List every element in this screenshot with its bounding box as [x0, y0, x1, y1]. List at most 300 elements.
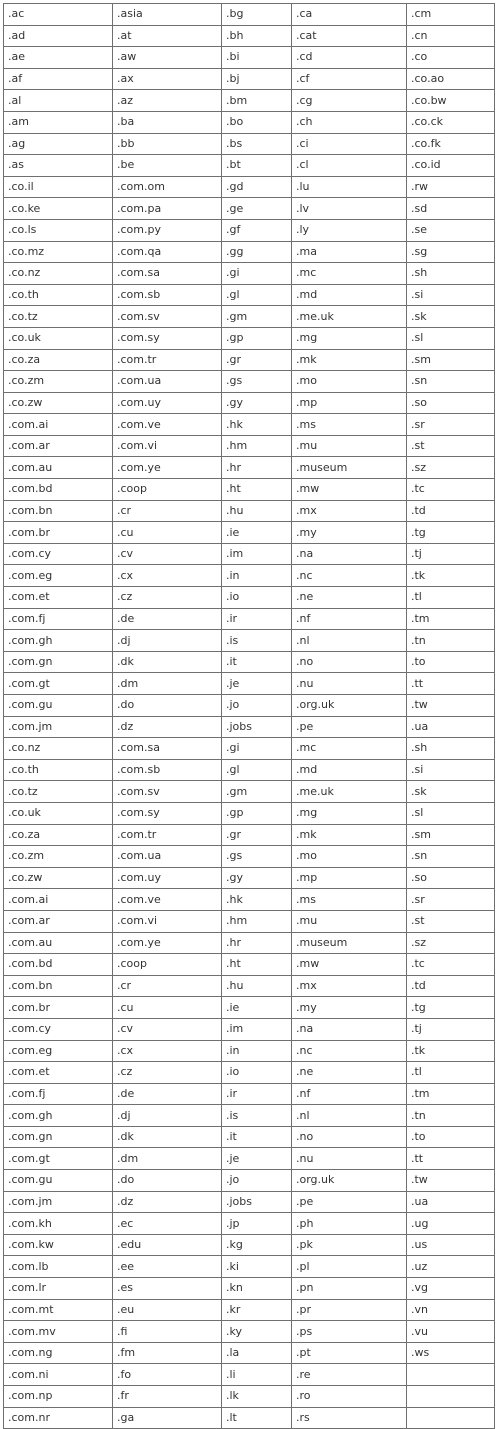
domain-extension-cell: .io: [222, 587, 292, 609]
domain-extension-cell: .com.sv: [113, 781, 222, 803]
table-row: [4, 997, 495, 1019]
domain-extension-cell: .co.ck: [407, 111, 495, 133]
domain-extension-cell: .gr: [222, 824, 292, 846]
domain-extension-cell: .tk: [407, 565, 495, 587]
domain-extension-cell: .nf: [292, 1083, 407, 1105]
domain-extension-cell: .com.gn: [4, 1126, 113, 1148]
table-row: [4, 1386, 495, 1408]
domain-extension-cell: .jo: [222, 1170, 292, 1192]
domain-extension-cell: .hm: [222, 435, 292, 457]
domain-extension-cell: .do: [113, 1170, 222, 1192]
domain-extension-cell: .je: [222, 1148, 292, 1170]
domain-extension-cell: .se: [407, 219, 495, 241]
domain-extension-cell: .com.om: [113, 176, 222, 198]
domain-extension-cell: .com.mv: [4, 1321, 113, 1343]
domain-extension-cell: .sd: [407, 198, 495, 220]
domain-extension-cell: .gi: [222, 263, 292, 285]
domain-extension-cell: .com.lr: [4, 1278, 113, 1300]
domain-extension-cell: .sz: [407, 457, 495, 479]
domain-extension-cell: .si: [407, 284, 495, 306]
domain-extension-cell: .com.br: [4, 997, 113, 1019]
domain-extension-cell: .ir: [222, 608, 292, 630]
domain-extension-cell: .com.bn: [4, 500, 113, 522]
domain-extension-cell: .tc: [407, 479, 495, 501]
domain-extension-cell: .mp: [292, 392, 407, 414]
table-row: [4, 651, 495, 673]
domain-extension-cell: .nu: [292, 673, 407, 695]
domain-extension-cell: .bs: [222, 133, 292, 155]
domain-extension-cell: .co.zw: [4, 392, 113, 414]
domain-extension-cell: .com.kw: [4, 1234, 113, 1256]
table-row: [4, 867, 495, 889]
domain-extension-cell: .bm: [222, 90, 292, 112]
domain-extension-cell: .ge: [222, 198, 292, 220]
domain-extension-cell: .tg: [407, 522, 495, 544]
domain-extension-cell: .bo: [222, 111, 292, 133]
domain-extension-cell: .pn: [292, 1278, 407, 1300]
domain-extension-cell: .im: [222, 543, 292, 565]
domain-extension-cell: .hr: [222, 932, 292, 954]
domain-extension-cell: .hk: [222, 414, 292, 436]
table-row: [4, 759, 495, 781]
domain-extension-cell: .com.eg: [4, 565, 113, 587]
table-row: [4, 1191, 495, 1213]
domain-extension-cell: .sh: [407, 738, 495, 760]
domain-extension-cell: .nf: [292, 608, 407, 630]
domain-extension-cell: .me.uk: [292, 781, 407, 803]
domain-extension-cell: .co.id: [407, 155, 495, 177]
domain-extension-cell: .mc: [292, 263, 407, 285]
domain-extension-cell: .com.lb: [4, 1256, 113, 1278]
domain-extension-cell: .cx: [113, 565, 222, 587]
domain-extension-cell: .cr: [113, 500, 222, 522]
domain-extension-cell: .ac: [4, 4, 113, 26]
domain-extension-cell: .tw: [407, 1170, 495, 1192]
domain-extension-cell: .ua: [407, 1191, 495, 1213]
domain-extension-cell: .co.bw: [407, 90, 495, 112]
domain-extension-cell: .com.cy: [4, 543, 113, 565]
domain-extension-cell: .com.ua: [113, 371, 222, 393]
domain-extension-cell: .com.uy: [113, 867, 222, 889]
domain-extension-cell: .ly: [292, 219, 407, 241]
domain-extension-cell: [407, 1386, 495, 1408]
table-row: [4, 47, 495, 69]
domain-extension-cell: .sk: [407, 781, 495, 803]
domain-extension-cell: .cz: [113, 1062, 222, 1084]
table-row: [4, 1083, 495, 1105]
domain-extension-cell: .mx: [292, 500, 407, 522]
domain-extension-cell: .ca: [292, 4, 407, 26]
table-row: [4, 198, 495, 220]
domain-extension-cell: .im: [222, 1018, 292, 1040]
domain-extension-cell: .co.zw: [4, 867, 113, 889]
domain-extension-cell: .cat: [292, 25, 407, 47]
table-row: [4, 155, 495, 177]
table-row: [4, 889, 495, 911]
domain-extension-cell: .tl: [407, 587, 495, 609]
domain-extension-cell: .hr: [222, 457, 292, 479]
domain-extension-cell: .dm: [113, 1148, 222, 1170]
domain-extension-cell: .rw: [407, 176, 495, 198]
domain-extension-cell: .je: [222, 673, 292, 695]
domain-extension-cell: .gp: [222, 327, 292, 349]
domain-extension-cell: .com.uy: [113, 392, 222, 414]
table-row: [4, 695, 495, 717]
domain-extension-cell: .bg: [222, 4, 292, 26]
domain-extension-cell: .com.ua: [113, 846, 222, 868]
domain-extension-cell: .vn: [407, 1299, 495, 1321]
domain-extension-cell: .co.th: [4, 759, 113, 781]
domain-extension-cell: .cf: [292, 68, 407, 90]
table-row: [4, 716, 495, 738]
domain-extension-cell: .co.uk: [4, 327, 113, 349]
domain-extension-cell: .no: [292, 1126, 407, 1148]
table-row: [4, 608, 495, 630]
domain-extension-cell: [407, 1364, 495, 1386]
domain-extension-cell: .cx: [113, 1040, 222, 1062]
table-row: [4, 176, 495, 198]
domain-extension-cell: .mw: [292, 954, 407, 976]
table-row: [4, 1126, 495, 1148]
table-row: [4, 1256, 495, 1278]
table-row: [4, 824, 495, 846]
domain-extension-cell: .com.ng: [4, 1342, 113, 1364]
domain-extension-cell: .ag: [4, 133, 113, 155]
domain-extension-cell: .az: [113, 90, 222, 112]
domain-extension-cell: .tm: [407, 608, 495, 630]
domain-extension-cell: .cv: [113, 1018, 222, 1040]
domain-extension-cell: .ee: [113, 1256, 222, 1278]
domain-extension-cell: .in: [222, 565, 292, 587]
domain-extension-cell: .co.ke: [4, 198, 113, 220]
domain-extension-cell: .dz: [113, 1191, 222, 1213]
domain-extension-cell: .gs: [222, 371, 292, 393]
domain-extension-cell: .it: [222, 1126, 292, 1148]
domain-extension-cell: .sh: [407, 263, 495, 285]
domain-extension-cell: .co.tz: [4, 781, 113, 803]
domain-extension-cell: .ir: [222, 1083, 292, 1105]
domain-extension-cell: .vu: [407, 1321, 495, 1343]
domain-extension-cell: .na: [292, 543, 407, 565]
table-row: [4, 1299, 495, 1321]
domain-extension-cell: .com.py: [113, 219, 222, 241]
domain-extension-cell: .ne: [292, 587, 407, 609]
domain-extension-cell: .bi: [222, 47, 292, 69]
table-row: [4, 932, 495, 954]
domain-extension-cell: .ie: [222, 522, 292, 544]
domain-extension-cell: .ch: [292, 111, 407, 133]
table-row: [4, 263, 495, 285]
domain-extension-cell: .com.ye: [113, 457, 222, 479]
domain-extension-cell: .ci: [292, 133, 407, 155]
table-row: [4, 306, 495, 328]
domain-extension-cell: .edu: [113, 1234, 222, 1256]
domain-extension-cell: .as: [4, 155, 113, 177]
domain-extension-cell: .com.tr: [113, 824, 222, 846]
domain-extension-cell: .mu: [292, 910, 407, 932]
domain-extension-cell: .com.ai: [4, 889, 113, 911]
table-row: [4, 4, 495, 26]
domain-extension-cell: .li: [222, 1364, 292, 1386]
domain-extension-cell: .no: [292, 651, 407, 673]
domain-extension-cell: .com.jm: [4, 716, 113, 738]
domain-extension-cell: .ba: [113, 111, 222, 133]
domain-extension-cell: .sz: [407, 932, 495, 954]
domain-extension-cell: .mc: [292, 738, 407, 760]
domain-extension-cell: .jobs: [222, 716, 292, 738]
domain-extension-cell: .bh: [222, 25, 292, 47]
domain-extension-cell: .com.gh: [4, 1105, 113, 1127]
domain-extension-cell: .bt: [222, 155, 292, 177]
table-row: [4, 457, 495, 479]
domain-extension-cell: .com.ai: [4, 414, 113, 436]
domain-extension-cell: .co.nz: [4, 738, 113, 760]
table-row: [4, 954, 495, 976]
domain-extension-cell: .cn: [407, 25, 495, 47]
domain-extension-cell: .com.eg: [4, 1040, 113, 1062]
domain-extension-cell: .sk: [407, 306, 495, 328]
table-row: [4, 1342, 495, 1364]
table-row: [4, 543, 495, 565]
domain-extension-cell: .tc: [407, 954, 495, 976]
domain-extension-cell: .pk: [292, 1234, 407, 1256]
domain-extension-cell: .vg: [407, 1278, 495, 1300]
domain-extension-cell: .hu: [222, 500, 292, 522]
table-row: [4, 90, 495, 112]
table-row: [4, 1278, 495, 1300]
domain-extension-cell: .coop: [113, 479, 222, 501]
domain-extension-table: [3, 3, 495, 1429]
domain-extension-cell: .my: [292, 997, 407, 1019]
table-row: [4, 1321, 495, 1343]
domain-extension-cell: .cz: [113, 587, 222, 609]
domain-extension-cell: .kr: [222, 1299, 292, 1321]
domain-extension-cell: .com.sv: [113, 306, 222, 328]
domain-extension-cell: .sm: [407, 349, 495, 371]
domain-extension-cell: .mg: [292, 327, 407, 349]
domain-extension-cell: .ug: [407, 1213, 495, 1235]
domain-extension-cell: .td: [407, 500, 495, 522]
domain-extension-cell: .com.br: [4, 522, 113, 544]
domain-extension-cell: .lk: [222, 1386, 292, 1408]
domain-extension-cell: .com.cy: [4, 1018, 113, 1040]
domain-extension-cell: .sn: [407, 846, 495, 868]
domain-extension-cell: .sn: [407, 371, 495, 393]
domain-extension-cell: .tt: [407, 673, 495, 695]
table-row: [4, 781, 495, 803]
domain-extension-cell: .sr: [407, 889, 495, 911]
domain-extension-cell: .com.gu: [4, 1170, 113, 1192]
domain-extension-cell: .me.uk: [292, 306, 407, 328]
domain-extension-cell: .cv: [113, 543, 222, 565]
domain-extension-cell: .in: [222, 1040, 292, 1062]
domain-extension-cell: .md: [292, 284, 407, 306]
domain-extension-cell: .dj: [113, 630, 222, 652]
table-row: [4, 910, 495, 932]
table-row: [4, 1062, 495, 1084]
domain-extension-cell: .tt: [407, 1148, 495, 1170]
domain-extension-cell: .pr: [292, 1299, 407, 1321]
domain-extension-cell: .at: [113, 25, 222, 47]
table-row: [4, 479, 495, 501]
domain-extension-cell: [407, 1407, 495, 1429]
domain-extension-cell: .org.uk: [292, 1170, 407, 1192]
table-row: [4, 219, 495, 241]
domain-extension-cell: .com.bn: [4, 975, 113, 997]
domain-extension-cell: .lv: [292, 198, 407, 220]
domain-extension-cell: .pe: [292, 716, 407, 738]
domain-extension-cell: .ma: [292, 241, 407, 263]
domain-extension-cell: .cu: [113, 522, 222, 544]
domain-extension-cell: .tm: [407, 1083, 495, 1105]
domain-extension-cell: .com.gt: [4, 673, 113, 695]
domain-extension-cell: .co.za: [4, 824, 113, 846]
domain-extension-cell: .com.bd: [4, 954, 113, 976]
domain-extension-cell: .com.gu: [4, 695, 113, 717]
domain-extension-cell: .hm: [222, 910, 292, 932]
domain-extension-cell: .so: [407, 867, 495, 889]
domain-extension-cell: .gd: [222, 176, 292, 198]
domain-extension-cell: .my: [292, 522, 407, 544]
domain-extension-cell: .tg: [407, 997, 495, 1019]
table-row: [4, 435, 495, 457]
table-row: [4, 1234, 495, 1256]
domain-extension-cell: .tw: [407, 695, 495, 717]
domain-extension-cell: .sl: [407, 327, 495, 349]
domain-extension-cell: .to: [407, 651, 495, 673]
domain-extension-cell: .ad: [4, 25, 113, 47]
domain-extension-cell: .si: [407, 759, 495, 781]
domain-extension-cell: .sr: [407, 414, 495, 436]
domain-extension-cell: .co.th: [4, 284, 113, 306]
domain-extension-cell: .tk: [407, 1040, 495, 1062]
domain-extension-cell: .gm: [222, 306, 292, 328]
table-row: [4, 587, 495, 609]
domain-extension-cell: .ws: [407, 1342, 495, 1364]
domain-extension-cell: .pe: [292, 1191, 407, 1213]
domain-extension-cell: .fi: [113, 1321, 222, 1343]
table-row: [4, 673, 495, 695]
domain-extension-cell: .co.ao: [407, 68, 495, 90]
table-row: [4, 68, 495, 90]
domain-extension-cell: .td: [407, 975, 495, 997]
domain-extension-cell: .com.sb: [113, 284, 222, 306]
domain-extension-table-body: [4, 4, 495, 1429]
domain-extension-cell: .com.qa: [113, 241, 222, 263]
domain-extension-cell: .com.gh: [4, 630, 113, 652]
domain-extension-cell: .dz: [113, 716, 222, 738]
domain-extension-cell: .ga: [113, 1407, 222, 1429]
domain-extension-cell: .com.ve: [113, 414, 222, 436]
domain-extension-cell: .gl: [222, 759, 292, 781]
domain-extension-cell: .com.et: [4, 587, 113, 609]
domain-extension-cell: .co.uk: [4, 802, 113, 824]
domain-extension-cell: .gf: [222, 219, 292, 241]
domain-extension-cell: .co.fk: [407, 133, 495, 155]
domain-extension-cell: .be: [113, 155, 222, 177]
domain-extension-cell: .com.sb: [113, 759, 222, 781]
domain-extension-cell: .com.gn: [4, 651, 113, 673]
table-row: [4, 975, 495, 997]
domain-extension-cell: .com.pa: [113, 198, 222, 220]
table-row: [4, 392, 495, 414]
domain-extension-cell: .com.sa: [113, 738, 222, 760]
domain-extension-cell: .mp: [292, 867, 407, 889]
domain-extension-cell: .gp: [222, 802, 292, 824]
domain-extension-cell: .mo: [292, 846, 407, 868]
domain-extension-cell: .st: [407, 435, 495, 457]
domain-extension-cell: .na: [292, 1018, 407, 1040]
domain-extension-cell: .is: [222, 630, 292, 652]
domain-extension-cell: .com.sy: [113, 327, 222, 349]
domain-extension-cell: .gg: [222, 241, 292, 263]
domain-extension-cell: .co.za: [4, 349, 113, 371]
domain-extension-cell: .kn: [222, 1278, 292, 1300]
domain-extension-cell: .dk: [113, 651, 222, 673]
domain-extension-cell: .es: [113, 1278, 222, 1300]
table-row: [4, 630, 495, 652]
domain-extension-cell: .fm: [113, 1342, 222, 1364]
table-row: [4, 349, 495, 371]
domain-extension-cell: .hk: [222, 889, 292, 911]
domain-extension-cell: .mu: [292, 435, 407, 457]
domain-extension-cell: .lt: [222, 1407, 292, 1429]
table-row: [4, 1364, 495, 1386]
domain-extension-cell: .com.vi: [113, 435, 222, 457]
domain-extension-cell: .uz: [407, 1256, 495, 1278]
domain-extension-cell: .de: [113, 608, 222, 630]
domain-extension-cell: .is: [222, 1105, 292, 1127]
domain-extension-cell: .ie: [222, 997, 292, 1019]
domain-extension-cell: .com.ve: [113, 889, 222, 911]
domain-extension-cell: .jo: [222, 695, 292, 717]
domain-extension-cell: .gr: [222, 349, 292, 371]
domain-extension-cell: .so: [407, 392, 495, 414]
domain-extension-cell: .com.ni: [4, 1364, 113, 1386]
domain-extension-cell: .coop: [113, 954, 222, 976]
domain-extension-cell: .com.nr: [4, 1407, 113, 1429]
domain-extension-cell: .com.au: [4, 932, 113, 954]
domain-extension-cell: .cu: [113, 997, 222, 1019]
domain-extension-cell: .re: [292, 1364, 407, 1386]
table-row: [4, 500, 495, 522]
table-row: [4, 327, 495, 349]
domain-extension-cell: .tn: [407, 1105, 495, 1127]
domain-extension-cell: .com.ar: [4, 435, 113, 457]
domain-extension-cell: .gy: [222, 867, 292, 889]
domain-extension-cell: .nl: [292, 1105, 407, 1127]
domain-extension-cell: .sl: [407, 802, 495, 824]
domain-extension-cell: .dj: [113, 1105, 222, 1127]
domain-extension-cell: .eu: [113, 1299, 222, 1321]
table-row: [4, 1170, 495, 1192]
domain-extension-cell: .ky: [222, 1321, 292, 1343]
table-row: [4, 1105, 495, 1127]
domain-extension-cell: .museum: [292, 932, 407, 954]
domain-extension-cell: .ht: [222, 954, 292, 976]
domain-extension-cell: .com.ar: [4, 910, 113, 932]
domain-extension-cell: .la: [222, 1342, 292, 1364]
domain-extension-cell: .ne: [292, 1062, 407, 1084]
domain-extension-cell: .ms: [292, 889, 407, 911]
table-row: [4, 371, 495, 393]
table-row: [4, 25, 495, 47]
table-row: [4, 241, 495, 263]
domain-extension-cell: .io: [222, 1062, 292, 1084]
domain-extension-cell: .com.sa: [113, 263, 222, 285]
domain-extension-cell: .rs: [292, 1407, 407, 1429]
domain-extension-cell: .ua: [407, 716, 495, 738]
